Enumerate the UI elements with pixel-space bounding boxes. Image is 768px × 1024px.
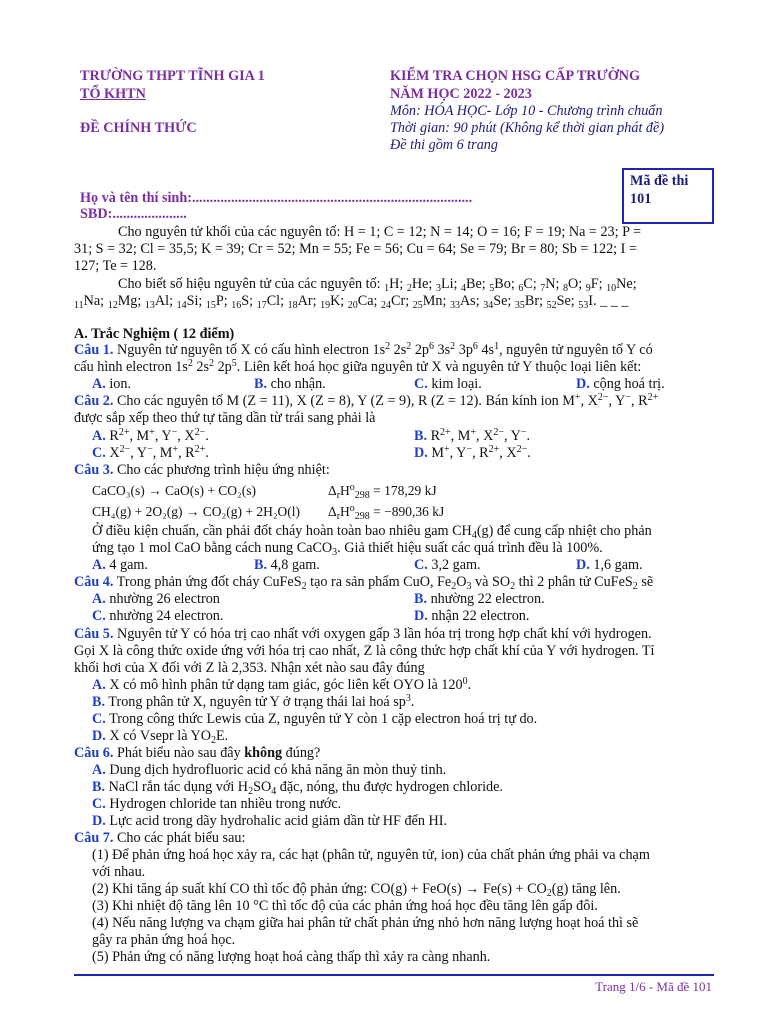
section-a-title: A. Trắc Nghiệm ( 12 điểm): [74, 326, 235, 342]
q2-option-b[interactable]: B. $R^{2+}$, M+, $X^{2-}$, Y−.: [414, 427, 531, 444]
time-line: Thời gian: 90 phút (Không kể thời gian phát đề): [390, 120, 665, 136]
atomic-masses-1: Cho nguyên tử khối của các nguyên tố: H = 1; C = 12; N = 14; O = 16; F = 19; Na = 23; P =: [118, 224, 642, 240]
atomic-numbers-1: Cho biết số hiệu nguyên tử của các nguyên tố: $_1$H; $_2$He; $_3$Li; $_4$Be; $_5$Bo; $_6$C; $_7$N; $_8$O; $_9$F; $_{10}$Ne;: [118, 276, 637, 294]
question-6: Câu 6. Phát biểu nào sau đây không đúng?: [74, 745, 321, 761]
equation-2-enthalpy: $\Delta_rH^o_{298} = -890,36$ kJ: [328, 503, 445, 522]
school-year: NĂM HỌC 2022 - 2023: [390, 86, 532, 102]
question-1: Câu 1. Nguyên tử nguyên tố X có cấu hình electron $1s^2$ $2s^2$ $2p^6$ $3s^2$ $3p^6$ $4s^1$, nguyên tử nguyên tố Y có: [74, 341, 653, 358]
question-7: Câu 7. Cho các phát biểu sau:: [74, 830, 246, 846]
q6-option-c[interactable]: C. Hydrogen chloride tan nhiều trong nước.: [92, 796, 342, 812]
q3-option-b[interactable]: B. 4,8 gam.: [254, 557, 320, 573]
q4-option-d[interactable]: D. nhận 22 electron.: [414, 608, 530, 624]
official-label: ĐỀ CHÍNH THỨC: [80, 120, 197, 136]
q2-option-d[interactable]: D. M+, Y−, $R^{2+}$, $X^{2-}$.: [414, 444, 531, 461]
q5-option-b[interactable]: B. Trong phân tử X, nguyên tử Y ở trạng thái lai hoá $sp^3$.: [92, 693, 415, 710]
q5-option-a[interactable]: A. X có mô hình phân tử dạng tam giác, góc liên kết OYO là $120^0$.: [92, 676, 472, 693]
statement-3: (3) Khi nhiệt độ tăng lên 10 °C thì tốc độ của các phản ứng hoá học đều tăng lên gấp đôi.: [92, 898, 598, 914]
q1-option-b[interactable]: B. cho nhận.: [254, 376, 326, 392]
q5-option-c[interactable]: C. Trong công thức Lewis của Z, nguyên tử Y còn 1 cặp electron hoá trị tự do.: [92, 711, 538, 727]
statement-4-cont: gây ra phản ứng hoá học.: [92, 932, 236, 948]
question-3-line2: Ở điều kiện chuẩn, cần phải đốt cháy hoàn toàn bao nhiêu gam $CH_4(g)$ để cung cấp nhiệt cho phản: [92, 523, 652, 541]
q1-option-a[interactable]: A. ion.: [92, 376, 132, 392]
question-1-line2: cấu hình electron $1s^2$ $2s^2$ $2p^5$. Liên kết hoá học giữa nguyên tử X và nguyên tử Y thuộc loại liên kết:: [74, 358, 642, 375]
candidate-name-field: Họ và tên thí sinh:...............................................................................: [80, 190, 473, 206]
q4-option-b[interactable]: B. nhường 22 electron.: [414, 591, 545, 607]
footer-rule: [74, 974, 714, 976]
exam-title: KIỂM TRA CHỌN HSG CẤP TRƯỜNG: [390, 68, 641, 84]
atomic-masses-3: 127; Te = 128.: [74, 258, 157, 274]
statement-1: (1) Để phản ứng hoá học xảy ra, các hạt (phân tử, nguyên tử, ion) của chất phản ứng phải va chạm: [92, 847, 650, 863]
question-5: Câu 5. Nguyên tử Y có hóa trị cao nhất với oxygen gấp 3 lần hóa trị trong hợp chất khí với hydrogen.: [74, 626, 652, 642]
q5-option-d[interactable]: D. X có Vsepr là $YO_2E$.: [92, 728, 229, 746]
school-name: TRƯỜNG THPT TĨNH GIA 1: [80, 68, 265, 84]
sbd-field: SBD:.....................: [80, 206, 187, 222]
q3-option-c[interactable]: C. 3,2 gam.: [414, 557, 481, 573]
q2-option-a[interactable]: A. $R^{2+}$, M+, Y−, $X^{2-}$.: [92, 427, 209, 444]
question-5-line2: Gọi X là công thức oxide ứng với hóa trị cao nhất, Z là công thức hợp chất khí của Y với hydrogen. Tỉ: [74, 643, 655, 659]
atomic-numbers-2: $_{11}$Na; $_{12}$Mg; $_{13}$Al; $_{14}$Si; $_{15}$P; $_{16}$S; $_{17}$Cl; $_{18}$Ar; $_{19}$K; $_{20}$Ca; $_{24}$Cr; $_{25}$Mn; $_{33}$As; $_{34}$Se; $_{35}$Br; $_{52}$Se; $_{53}$I. _ _ _: [74, 293, 629, 311]
equation-2: CH₄(g) + 2O₂(g) → CO₂(g) + 2H₂O(l): [92, 504, 301, 519]
statement-5: (5) Phản ứng có năng lượng hoạt hoá càng thấp thì xảy ra càng nhanh.: [92, 949, 491, 965]
q4-option-a[interactable]: A. nhường 26 electron: [92, 591, 220, 607]
question-3-line3: ứng tạo 1 mol CaO bằng cách nung CaCO$_3$. Giả thiết hiệu suất các quá trình đều là 100%.: [92, 540, 603, 558]
statement-1-cont: với nhau.: [92, 864, 146, 880]
question-2-line2: được sắp xếp theo thứ tự tăng dần từ trái sang phải là: [74, 410, 376, 426]
q1-option-c[interactable]: C. kim loại.: [414, 376, 482, 392]
exam-code-box: [622, 168, 714, 224]
statement-4: (4) Nếu năng lượng va chạm giữa hai phân tử chất phản ứng nhỏ hơn năng lượng hoạt hoá thì sẽ: [92, 915, 639, 931]
q6-option-a[interactable]: A. Dung dịch hydrofluoric acid có khả năng ăn mòn thuỷ tinh.: [92, 762, 447, 778]
equation-1-enthalpy: $\Delta_rH^o_{298} = 178,29$ kJ: [328, 482, 437, 501]
pages-line: Đề thi gồm 6 trang: [390, 137, 498, 153]
page-footer: Trang 1/6 - Mã đề 101: [595, 979, 712, 994]
q6-option-d[interactable]: D. Lực acid trong dãy hydrohalic acid giảm dần từ HF đến HI.: [92, 813, 447, 829]
q1-option-d[interactable]: D. cộng hoá trị.: [576, 376, 665, 392]
department: TỔ KHTN: [80, 86, 146, 102]
question-4: Câu 4. Trong phản ứng đốt cháy CuFeS$_2$ tạo ra sản phẩm CuO, $Fe_2O_3$ và $SO_2$ thì 2 phân tử CuFeS$_2$ sẽ: [74, 574, 654, 592]
q2-option-c[interactable]: C. $X^{2-}$, Y−, M+, $R^{2+}$.: [92, 444, 209, 461]
exam-code-label: Mã đề thi: [630, 173, 689, 189]
q6-option-b[interactable]: B. NaCl rắn tác dụng với $H_2SO_4$ đặc, nóng, thu được hydrogen chloride.: [92, 779, 503, 797]
q3-option-d[interactable]: D. 1,6 gam.: [576, 557, 643, 573]
question-2: Câu 2. Cho các nguyên tố M (Z = 11), X (Z = 8), Y (Z = 9), R (Z = 12). Bán kính ion M+, $X^{2-}$, Y−, $R^{2+}$: [74, 392, 659, 409]
q4-option-c[interactable]: C. nhường 24 electron.: [92, 608, 224, 624]
question-5-line3: khối hơi của X đối với Z là 2,353. Nhận xét nào sau đây đúng: [74, 660, 425, 676]
q3-option-a[interactable]: A. 4 gam.: [92, 557, 148, 573]
question-3: Câu 3. Cho các phương trình hiệu ứng nhiệt:: [74, 462, 330, 478]
statement-2: (2) Khi tăng áp suất khí CO thì tốc độ phản ứng: $CO(g) + FeO(s) \to Fe(s) + CO_2(g)$ tăng lên.: [92, 881, 621, 899]
subject-line: Môn: HÓA HỌC- Lớp 10 - Chương trình chuẩn: [390, 103, 663, 119]
equation-1: CaCO₃(s) → CaO(s) + CO₂(s): [92, 483, 257, 498]
atomic-masses-2: 31; S = 32; Cl = 35,5; K = 39; Cr = 52; Mn = 55; Fe = 56; Cu = 64; Se = 79; Br = 80; Sb = 122; I =: [74, 241, 637, 257]
exam-code: 101: [630, 191, 652, 207]
